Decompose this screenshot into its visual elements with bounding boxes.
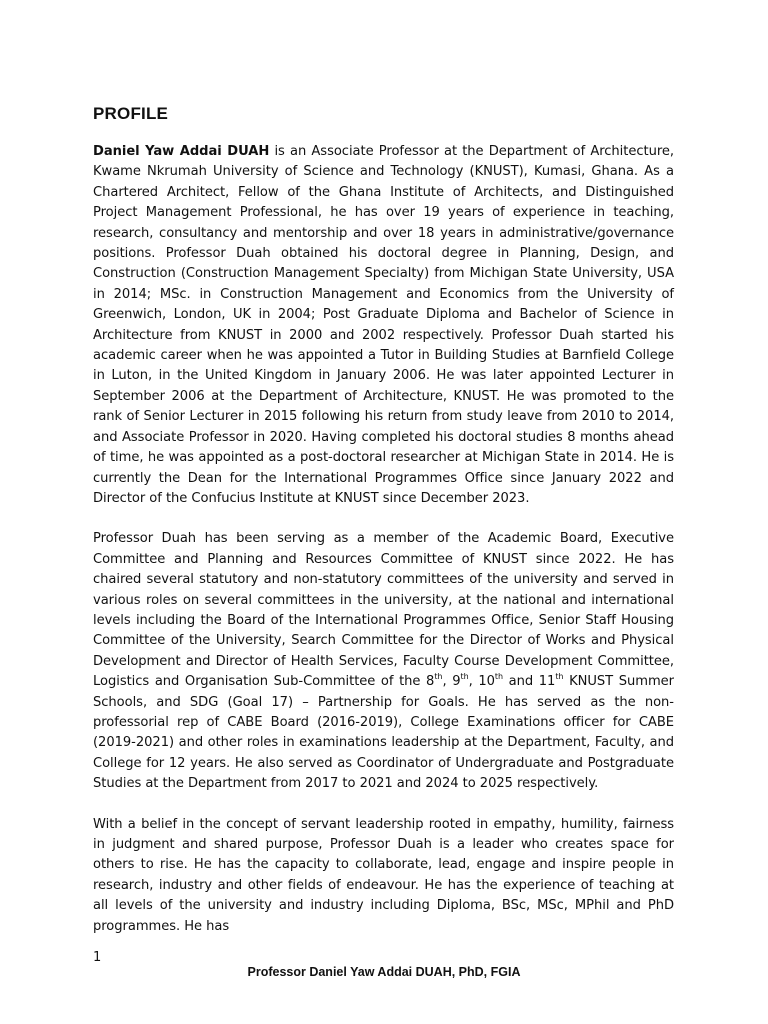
paragraph-1 <box>93 142 674 509</box>
document-body <box>93 142 674 957</box>
paragraph-2 <box>93 529 674 794</box>
paragraph-2-text-d: and 11 <box>503 674 556 690</box>
ordinal-suffix: th <box>494 671 504 681</box>
page-heading: PROFILE <box>93 104 169 123</box>
page-footer: Professor Daniel Yaw Addai DUAH, PhD, FGIA <box>247 965 521 979</box>
paragraph-1-text: is an Associate Professor at the Department of Architecture, Kwame Nkrumah University of Science and Technology (KNUST), Kumasi, Ghana. As a Chartered Architect, Fellow of the Ghana Institute of Architects, and Distinguished Project Management Professional, he has over 19 years of experience in teaching, research, consultancy and mentorship and over 18 years in administrative/governance positions. Professor Duah obtained his doctoral degree in Planning, Design, and Construction (Construction Management Specialty) from Michigan State University, USA in 2014; MSc. in Construction Management and Economics from the University of Greenwich, London, UK in 2004; Post Graduate Diploma and Bachelor of Science in Architecture from KNUST in 2000 and 2002 respectively. Professor Duah started his academic career when he was appointed a Tutor in Building Studies at Barnfield College in Luton, in the United Kingdom in January 2006. He was later appointed Lecturer in September 2006 at the Department of Architecture, KNUST. He was promoted to the rank of Senior Lecturer in 2015 following his return from study leave from 2010 to 2014, and Associate Professor in 2020. Having completed his doctoral studies 8 months ahead of time, he was appointed as a post-doctoral researcher at Michigan State in 2014. He is currently the Dean for the International Programmes Office since January 2022 and Director of the Confucius Institute at KNUST since December 2023. <box>93 144 674 506</box>
ordinal-suffix: th <box>555 671 564 681</box>
page-number: 1 <box>93 950 102 965</box>
paragraph-3: With a belief in the concept of servant leadership rooted in empathy, humility, fairness in judgment and shared purpose, Professor Duah is a leader who creates space for others to rise. He has the capacity to collaborate, lead, engage and inspire people in research, industry and other fields of endeavour. He has the experience of teaching at all levels of the university and industry including Diploma, BSc, MSc, MPhil and PhD programmes. He has <box>93 816 674 934</box>
paragraph-2-text-b: , 9 <box>442 674 461 690</box>
person-name: Daniel Yaw Addai DUAH <box>93 144 270 159</box>
paragraph-2-text-c: , 10 <box>468 674 495 690</box>
paragraph-2-text-e: KNUST Summer Schools, and SDG (Goal 17) – Partnership for Goals. He has served as the non-professorial rep of CABE Board (2016-2019), College Examinations officer for CABE (2019-2021) and other roles in examinations leadership at the Department, Faculty, and College for 12 years. He also served as Coordinator of Undergraduate and Postgraduate Studies at the Department from 2017 to 2021 and 2024 to 2025 respectively. <box>93 674 674 792</box>
ordinal-suffix: th <box>434 671 443 681</box>
paragraph-2-text-a: Professor Duah has been serving as a member of the Academic Board, Executive Committee and Planning and Resources Committee of KNUST since 2022. He has chaired several statutory and non-statutory committees of the university and served in various roles on several committees in the university, at the national and international levels including the Board of the International Programmes Office, Senior Staff Housing Committee of the University, Search Committee for the Director of Works and Physical Development and Director of Health Services, Faculty Course Development Committee, Logistics and Organisation Sub-Committee of the 8 <box>93 531 674 690</box>
ordinal-suffix: th <box>460 671 469 681</box>
